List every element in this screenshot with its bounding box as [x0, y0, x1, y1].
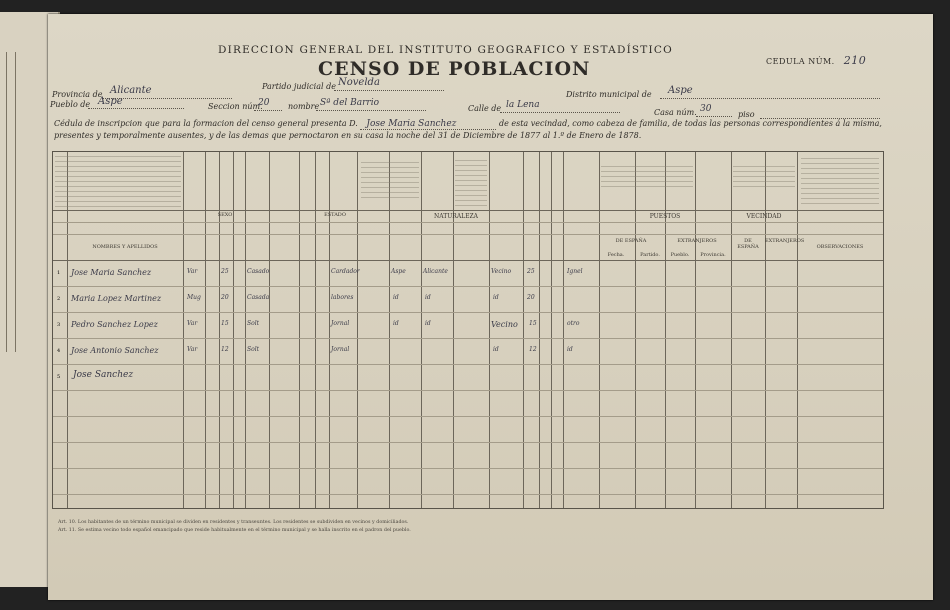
- col-observaciones: OBSERVACIONES: [816, 244, 864, 250]
- partido-value: Novelda: [338, 77, 380, 88]
- inscription-paragraph: Cédula de inscripcion que para la formacion del censo general presenta D. Jose Maria Sanchez de esta vecindad, como cabeza de familia, de todas las personas correspondientes á la misma, presentes y temporalmente ausentes, y de las demas que pernoctaron en su casa la noche del 31 de Diciembre de 1877 al 1.º de Enero de 1878.: [54, 119, 882, 140]
- partido-label: Partido judicial de: [262, 82, 336, 91]
- provincia-value: Alicante: [110, 85, 152, 96]
- col-puestos-extranjeros: EXTRANJEROS: [677, 238, 717, 244]
- casa-label: Casa núm.: [654, 108, 697, 117]
- calle-value: la Lena: [506, 100, 540, 110]
- footer-article-11: Art. 11. Se estima vecino todo español emancipado que reside habitualmente en el término municipal y se halla inscrito en el padron del pueblo.: [58, 528, 411, 533]
- distrito-label: Distrito municipal de: [566, 90, 652, 99]
- calle-label: Calle de: [468, 104, 502, 113]
- piso-label: piso: [738, 110, 755, 119]
- seccion-label: Seccion núm.: [208, 102, 263, 111]
- col-vecindad: VECINDAD: [746, 213, 782, 220]
- col-vecindad-espana: DE ESPAÑA: [737, 238, 759, 250]
- seccion-value: 20: [258, 98, 270, 108]
- instructions-block-2: [361, 162, 419, 202]
- cedula-label: CEDULA NÚM. 210: [766, 54, 867, 67]
- col-estado: ESTADO: [324, 212, 346, 218]
- nombre-value: Sª del Barrio: [320, 98, 380, 108]
- document-title: CENSO DE POBLACION: [318, 58, 591, 80]
- pueblo-value: Aspe: [98, 96, 123, 107]
- col-puestos-espana: DE ESPAÑA: [615, 238, 647, 244]
- left-page-ruling: [6, 52, 16, 352]
- cedula-number: 210: [843, 54, 867, 67]
- footer-article-10: Art. 10. Los habitantes de un término municipal se dividen en residentes y transeuntes. Los residentes se subdividen en vecinos y domiciliados.: [58, 520, 409, 525]
- col-nombres: NOMBRES Y APELLIDOS: [92, 244, 158, 250]
- instructions-block-4: [601, 166, 693, 190]
- col-sexo: SEXO: [217, 212, 233, 218]
- instructions-block-1: [55, 156, 181, 208]
- col-provincia-1: Provincia.: [700, 252, 726, 258]
- head-of-family-name: Jose Maria Sanchez: [360, 119, 496, 130]
- row-1-nombre: Jose Maria Sanchez: [71, 268, 152, 277]
- pueblo-label: Pueblo de: [50, 100, 91, 109]
- col-partido-1: Partido.: [640, 252, 660, 258]
- col-puestos: PUESTOS: [649, 213, 681, 220]
- census-sheet: [48, 14, 933, 600]
- instructions-block-6: [801, 158, 879, 208]
- row-2-nombre: Maria Lopez Martinez: [71, 294, 162, 303]
- distrito-value: Aspe: [668, 85, 693, 96]
- col-pueblo-1: Pueblo.: [670, 252, 690, 258]
- row-4-nombre: Jose Antonio Sanchez: [71, 346, 159, 355]
- col-vecindad-extranjeros: EXTRANJEROS: [765, 238, 805, 244]
- col-fecha-1: Fecha.: [607, 252, 625, 258]
- institute-heading: DIRECCION GENERAL DEL INSTITUTO GEOGRAFICO Y ESTADÍSTICO: [218, 44, 673, 56]
- nombre-label: nombre: [288, 102, 320, 111]
- instructions-block-5: [733, 166, 795, 190]
- provincia-label: Provincia de: [52, 90, 103, 99]
- casa-value: 30: [700, 104, 712, 114]
- row-3-nombre: Pedro Sanchez Lopez: [71, 320, 158, 329]
- head-of-family-signature: Jose Sanchez: [73, 370, 134, 380]
- census-table: NOMBRES Y APELLIDOS SEXO ESTADO NATURALEZA PUESTOS DE ESPAÑA EXTRANJEROS VECINDAD DE ESPAÑA EXTRANJEROS OBSERVACIONES Fecha. Partido. Pueblo. Provincia. 1 2 3 4 5 Jose Maria Sanchez Var 25 Casado Cardador Aspe Alicante Vecino 25 Ignel Maria Lopez Martinez Mug 20 Casada labores id id id 20 Pedro Sanchez Lopez Var 15 Solt Jornal id id Vecino 15 otro Jose Antonio Sanchez Var 12 Solt Jornal id 12 id Jose Sanchez: [52, 151, 884, 509]
- instructions-block-3: [455, 160, 487, 206]
- col-naturaleza: NATURALEZA: [433, 213, 479, 220]
